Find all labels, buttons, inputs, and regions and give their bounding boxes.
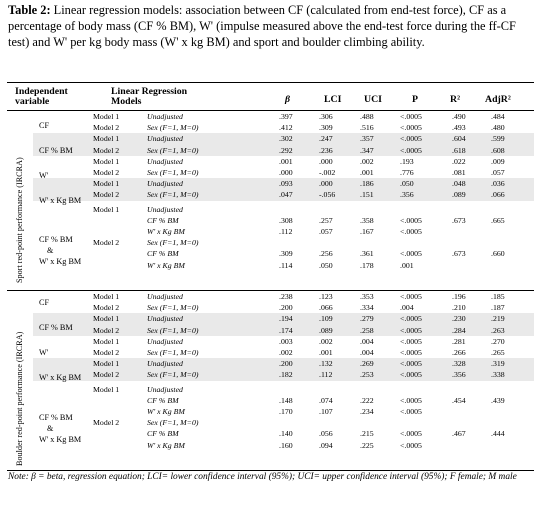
cell-model: Model 2 bbox=[93, 123, 120, 133]
cell-lci: .306 bbox=[319, 112, 333, 121]
cell-r2: .048 bbox=[452, 179, 466, 189]
table-row bbox=[33, 406, 534, 417]
header-models: Linear Regression Models bbox=[111, 86, 188, 107]
cell-r2: .022 bbox=[452, 156, 466, 166]
cell-eq: Sex (F=1, M=0) bbox=[147, 123, 199, 133]
cell-beta: .114 bbox=[279, 260, 293, 270]
var-combo-boulder-1: CF % BM bbox=[39, 413, 73, 422]
cell-adj: .066 bbox=[491, 190, 505, 200]
cell-uci: .357 bbox=[360, 134, 374, 144]
cell-adj: .263 bbox=[491, 325, 505, 335]
cell-r2: .196 bbox=[452, 292, 466, 301]
cell-lci: .107 bbox=[319, 407, 333, 416]
cell-model: Model 2 bbox=[93, 190, 120, 200]
table-row bbox=[33, 204, 534, 215]
cell-adj: .185 bbox=[491, 292, 505, 301]
cell-model: Model 2 bbox=[93, 145, 120, 155]
var-combo-boulder-3: W' x Kg BM bbox=[39, 435, 82, 444]
table-row bbox=[33, 347, 534, 358]
cell-p: <.0005 bbox=[400, 249, 422, 259]
cell-uci: .347 bbox=[360, 145, 374, 155]
cell-beta: .140 bbox=[279, 429, 293, 439]
cell-eq: Sex (F=1, M=0) bbox=[147, 190, 199, 200]
cell-uci: .222 bbox=[360, 395, 374, 405]
cell-p: .050 bbox=[400, 179, 414, 189]
var-wkg-sport: W' x Kg BM bbox=[39, 196, 82, 205]
cell-eq: Sex (F=1, M=0) bbox=[147, 370, 199, 380]
cell-model: Model 2 bbox=[93, 418, 120, 428]
header-beta: β bbox=[285, 94, 291, 105]
cell-uci: .334 bbox=[360, 303, 374, 313]
table-row bbox=[33, 384, 534, 395]
cell-p: <.0005 bbox=[400, 134, 422, 144]
cell-model: Model 1 bbox=[93, 336, 120, 346]
group-separator bbox=[7, 290, 534, 291]
cell-adj: .338 bbox=[491, 370, 505, 380]
cell-p: .776 bbox=[400, 168, 414, 177]
cell-beta: .174 bbox=[279, 325, 293, 335]
cell-r2: .081 bbox=[452, 168, 466, 177]
cell-r2: .673 bbox=[452, 249, 466, 259]
cell-adj: .484 bbox=[491, 112, 505, 121]
table-row bbox=[33, 313, 534, 324]
cell-eq: Unadjusted bbox=[147, 336, 183, 346]
header-independent-variable: Independent variable bbox=[15, 86, 68, 107]
cell-r2: .467 bbox=[452, 429, 466, 439]
cell-eq: Unadjusted bbox=[147, 359, 183, 369]
cell-r2: .490 bbox=[452, 112, 466, 121]
cell-lci: .112 bbox=[319, 370, 333, 380]
cell-p: <.0005 bbox=[400, 314, 422, 324]
cell-lci: .236 bbox=[319, 145, 333, 155]
cell-p: <.0005 bbox=[400, 429, 422, 439]
cell-p: <.0005 bbox=[400, 227, 422, 236]
header-r2: R² bbox=[450, 94, 461, 105]
cell-lci: .001 bbox=[319, 348, 333, 357]
cell-lci: .123 bbox=[319, 292, 333, 301]
header-lci: LCI bbox=[324, 94, 342, 105]
cell-adj: .444 bbox=[491, 429, 505, 439]
cell-lci: .089 bbox=[319, 325, 333, 335]
cell-eq: Sex (F=1, M=0) bbox=[147, 348, 199, 357]
cell-adj: .480 bbox=[491, 123, 505, 133]
cell-p: <.0005 bbox=[400, 123, 422, 133]
cell-model: Model 2 bbox=[93, 325, 120, 335]
cell-lci: .050 bbox=[319, 260, 333, 270]
cell-beta: .308 bbox=[279, 215, 293, 225]
cell-adj: .270 bbox=[491, 336, 505, 346]
cell-model: Model 1 bbox=[93, 179, 120, 189]
cell-p: <.0005 bbox=[400, 407, 422, 416]
cell-r2: .266 bbox=[452, 348, 466, 357]
table-row bbox=[33, 369, 534, 380]
var-combo-sport-3: W' x Kg BM bbox=[39, 257, 82, 266]
cell-r2: .284 bbox=[452, 325, 466, 335]
cell-uci: .151 bbox=[360, 190, 374, 200]
cell-lci: .247 bbox=[319, 134, 333, 144]
cell-r2: .210 bbox=[452, 303, 466, 313]
cell-eq: Sex (F=1, M=0) bbox=[147, 303, 199, 313]
cell-lci: .002 bbox=[319, 336, 333, 346]
caption-text: Linear regression models: association between CF (calculated from end-test force), CF as a percentage of body mass (CF % BM), W' (impulse measured above the end-test force during the ff-CF test) and W' per kg body mass (W' x kg BM) and sport and boulder climbing ability. bbox=[8, 3, 516, 49]
cell-lci: .066 bbox=[319, 303, 333, 313]
table-row bbox=[33, 145, 534, 156]
cell-lci: .132 bbox=[319, 359, 333, 369]
var-combo-boulder-2: & bbox=[47, 424, 54, 433]
cell-model: Model 1 bbox=[93, 314, 120, 324]
table-row bbox=[33, 156, 534, 167]
cell-beta: .412 bbox=[279, 123, 293, 133]
cell-adj: .219 bbox=[491, 314, 505, 324]
cell-adj: .660 bbox=[491, 249, 505, 259]
table-row bbox=[33, 122, 534, 133]
cell-p: .193 bbox=[400, 156, 414, 166]
cell-uci: .516 bbox=[360, 123, 374, 133]
cell-uci: .358 bbox=[360, 215, 374, 225]
cell-uci: .225 bbox=[360, 440, 374, 450]
cell-p: <.0005 bbox=[400, 370, 422, 380]
cell-lci: .000 bbox=[319, 156, 333, 166]
cell-lci: .056 bbox=[319, 429, 333, 439]
cell-model: Model 2 bbox=[93, 238, 120, 248]
cell-adj: .036 bbox=[491, 179, 505, 189]
cell-uci: .004 bbox=[360, 348, 374, 357]
cell-beta: .000 bbox=[279, 168, 293, 177]
cell-eq: Unadjusted bbox=[147, 112, 183, 121]
cell-eq: CF % BM bbox=[147, 395, 179, 405]
cell-beta: .160 bbox=[279, 440, 293, 450]
cell-lci: -.056 bbox=[319, 190, 336, 200]
cell-beta: .093 bbox=[279, 179, 293, 189]
cell-r2: .328 bbox=[452, 359, 466, 369]
cell-eq: CF % BM bbox=[147, 249, 179, 259]
cell-beta: .200 bbox=[279, 303, 293, 313]
cell-eq: Unadjusted bbox=[147, 314, 183, 324]
table-row bbox=[33, 395, 534, 406]
cell-uci: .001 bbox=[360, 168, 374, 177]
table-row bbox=[33, 237, 534, 248]
cell-eq: Sex (F=1, M=0) bbox=[147, 145, 199, 155]
cell-p: <.0005 bbox=[400, 292, 422, 301]
cell-p: <.0005 bbox=[400, 395, 422, 405]
cell-uci: .353 bbox=[360, 292, 374, 301]
cell-p: <.0005 bbox=[400, 336, 422, 346]
table-row bbox=[33, 291, 534, 302]
cell-eq: W' x Kg BM bbox=[147, 227, 185, 236]
cell-model: Model 2 bbox=[93, 168, 120, 177]
cell-uci: .002 bbox=[360, 156, 374, 166]
cell-eq: Unadjusted bbox=[147, 179, 183, 189]
cell-r2: .604 bbox=[452, 134, 466, 144]
table-row bbox=[33, 248, 534, 259]
cell-beta: .112 bbox=[279, 227, 293, 236]
cell-uci: .488 bbox=[360, 112, 374, 121]
cell-lci: .000 bbox=[319, 179, 333, 189]
header-uci: UCI bbox=[364, 94, 382, 105]
cell-r2: .618 bbox=[452, 145, 466, 155]
cell-eq: Sex (F=1, M=0) bbox=[147, 168, 199, 177]
table-row bbox=[33, 133, 534, 144]
cell-lci: .094 bbox=[319, 440, 333, 450]
cell-lci: -.002 bbox=[319, 168, 336, 177]
cell-lci: .057 bbox=[319, 227, 333, 236]
header-adjr2: AdjR² bbox=[485, 94, 511, 105]
cell-uci: .269 bbox=[360, 359, 374, 369]
cell-beta: .397 bbox=[279, 112, 293, 121]
table-row bbox=[33, 336, 534, 347]
header-p: P bbox=[412, 94, 418, 105]
cell-uci: .004 bbox=[360, 336, 374, 346]
cell-uci: .279 bbox=[360, 314, 374, 324]
table-row bbox=[33, 215, 534, 226]
cell-lci: .074 bbox=[319, 395, 333, 405]
cell-p: <.0005 bbox=[400, 348, 422, 357]
cell-adj: .439 bbox=[491, 395, 505, 405]
group-label-sport: Sport red-point performance (IRCRA) bbox=[15, 157, 24, 283]
cell-p: .001 bbox=[400, 260, 414, 270]
cell-beta: .001 bbox=[279, 156, 293, 166]
cell-p: <.0005 bbox=[400, 112, 422, 121]
cell-eq: Unadjusted bbox=[147, 204, 183, 214]
cell-adj: .265 bbox=[491, 348, 505, 357]
table-row bbox=[33, 325, 534, 336]
cell-beta: .148 bbox=[279, 395, 293, 405]
cell-eq: CF % BM bbox=[147, 215, 179, 225]
regression-table bbox=[7, 82, 534, 471]
cell-r2: .356 bbox=[452, 370, 466, 380]
cell-eq: Unadjusted bbox=[147, 156, 183, 166]
table-row bbox=[33, 417, 534, 428]
table-row bbox=[33, 358, 534, 369]
cell-model: Model 1 bbox=[93, 156, 120, 166]
cell-model: Model 2 bbox=[93, 370, 120, 380]
var-combo-sport-2: & bbox=[47, 246, 54, 255]
cell-eq: W' x Kg BM bbox=[147, 407, 185, 416]
caption-label: Table 2: bbox=[8, 3, 51, 17]
table-row bbox=[33, 189, 534, 200]
cell-beta: .292 bbox=[279, 145, 293, 155]
group-label-boulder: Boulder red-point performance (IRCRA) bbox=[15, 331, 24, 466]
cell-lci: .257 bbox=[319, 215, 333, 225]
cell-model: Model 1 bbox=[93, 112, 120, 121]
cell-beta: .170 bbox=[279, 407, 293, 416]
cell-adj: .187 bbox=[491, 303, 505, 313]
var-cfbm-sport: CF % BM bbox=[39, 146, 73, 155]
cell-p: <.0005 bbox=[400, 359, 422, 369]
cell-uci: .178 bbox=[360, 260, 374, 270]
cell-adj: .599 bbox=[491, 134, 505, 144]
cell-uci: .186 bbox=[360, 179, 374, 189]
cell-r2: .281 bbox=[452, 336, 466, 346]
cell-lci: .256 bbox=[319, 249, 333, 259]
cell-beta: .309 bbox=[279, 249, 293, 259]
cell-uci: .167 bbox=[360, 227, 374, 236]
cell-eq: Unadjusted bbox=[147, 292, 183, 301]
cell-eq: W' x Kg BM bbox=[147, 260, 185, 270]
cell-p: .356 bbox=[400, 190, 414, 200]
table-row bbox=[33, 167, 534, 178]
table-row bbox=[33, 111, 534, 122]
var-cf-boulder: CF bbox=[39, 298, 50, 307]
cell-beta: .238 bbox=[279, 292, 293, 301]
cell-r2: .454 bbox=[452, 395, 466, 405]
cell-r2: .230 bbox=[452, 314, 466, 324]
cell-eq: Sex (F=1, M=0) bbox=[147, 238, 199, 248]
cell-eq: W' x Kg BM bbox=[147, 440, 185, 450]
cell-eq: Sex (F=1, M=0) bbox=[147, 418, 199, 428]
table-row bbox=[33, 178, 534, 189]
cell-beta: .200 bbox=[279, 359, 293, 369]
cell-adj: .665 bbox=[491, 215, 505, 225]
var-w-sport: W' bbox=[39, 171, 49, 180]
cell-beta: .002 bbox=[279, 348, 293, 357]
cell-model: Model 1 bbox=[93, 359, 120, 369]
cell-beta: .302 bbox=[279, 134, 293, 144]
cell-p: .004 bbox=[400, 303, 414, 313]
cell-r2: .493 bbox=[452, 123, 466, 133]
cell-model: Model 1 bbox=[93, 384, 120, 394]
cell-p: <.0005 bbox=[400, 440, 422, 450]
var-w-boulder: W' bbox=[39, 348, 49, 357]
cell-r2: .673 bbox=[452, 215, 466, 225]
cell-r2: .089 bbox=[452, 190, 466, 200]
cell-model: Model 1 bbox=[93, 292, 120, 301]
cell-uci: .215 bbox=[360, 429, 374, 439]
cell-uci: .361 bbox=[360, 249, 374, 259]
cell-p: <.0005 bbox=[400, 145, 422, 155]
cell-adj: .009 bbox=[491, 156, 505, 166]
cell-beta: .182 bbox=[279, 370, 293, 380]
cell-model: Model 1 bbox=[93, 134, 120, 144]
cell-p: <.0005 bbox=[400, 325, 422, 335]
cell-model: Model 1 bbox=[93, 204, 120, 214]
table-row bbox=[33, 302, 534, 313]
table-row bbox=[33, 226, 534, 237]
cell-eq: CF % BM bbox=[147, 429, 179, 439]
var-combo-sport-1: CF % BM bbox=[39, 235, 73, 244]
cell-eq: Sex (F=1, M=0) bbox=[147, 325, 199, 335]
table-header bbox=[7, 83, 534, 111]
cell-eq: Unadjusted bbox=[147, 384, 183, 394]
cell-lci: .309 bbox=[319, 123, 333, 133]
var-wkg-boulder: W' x Kg BM bbox=[39, 373, 82, 382]
table-row bbox=[33, 440, 534, 451]
var-cfbm-boulder: CF % BM bbox=[39, 323, 73, 332]
cell-model: Model 2 bbox=[93, 303, 120, 313]
cell-uci: .234 bbox=[360, 407, 374, 416]
cell-lci: .109 bbox=[319, 314, 333, 324]
var-cf-sport: CF bbox=[39, 121, 50, 130]
cell-adj: .057 bbox=[491, 168, 505, 177]
cell-beta: .047 bbox=[279, 190, 293, 200]
cell-eq: Unadjusted bbox=[147, 134, 183, 144]
cell-beta: .003 bbox=[279, 336, 293, 346]
table-row bbox=[33, 428, 534, 439]
cell-p: <.0005 bbox=[400, 215, 422, 225]
cell-uci: .258 bbox=[360, 325, 374, 335]
cell-beta: .194 bbox=[279, 314, 293, 324]
table-row bbox=[33, 260, 534, 271]
table-note: Note: β = beta, regression equation; LCI= lower confidence interval (95%); UCI= upper confidence interval (95%); F female; M male bbox=[8, 472, 517, 482]
cell-adj: .319 bbox=[491, 359, 505, 369]
table-caption bbox=[8, 2, 534, 50]
cell-adj: .608 bbox=[491, 145, 505, 155]
cell-uci: .253 bbox=[360, 370, 374, 380]
cell-model: Model 2 bbox=[93, 348, 120, 357]
